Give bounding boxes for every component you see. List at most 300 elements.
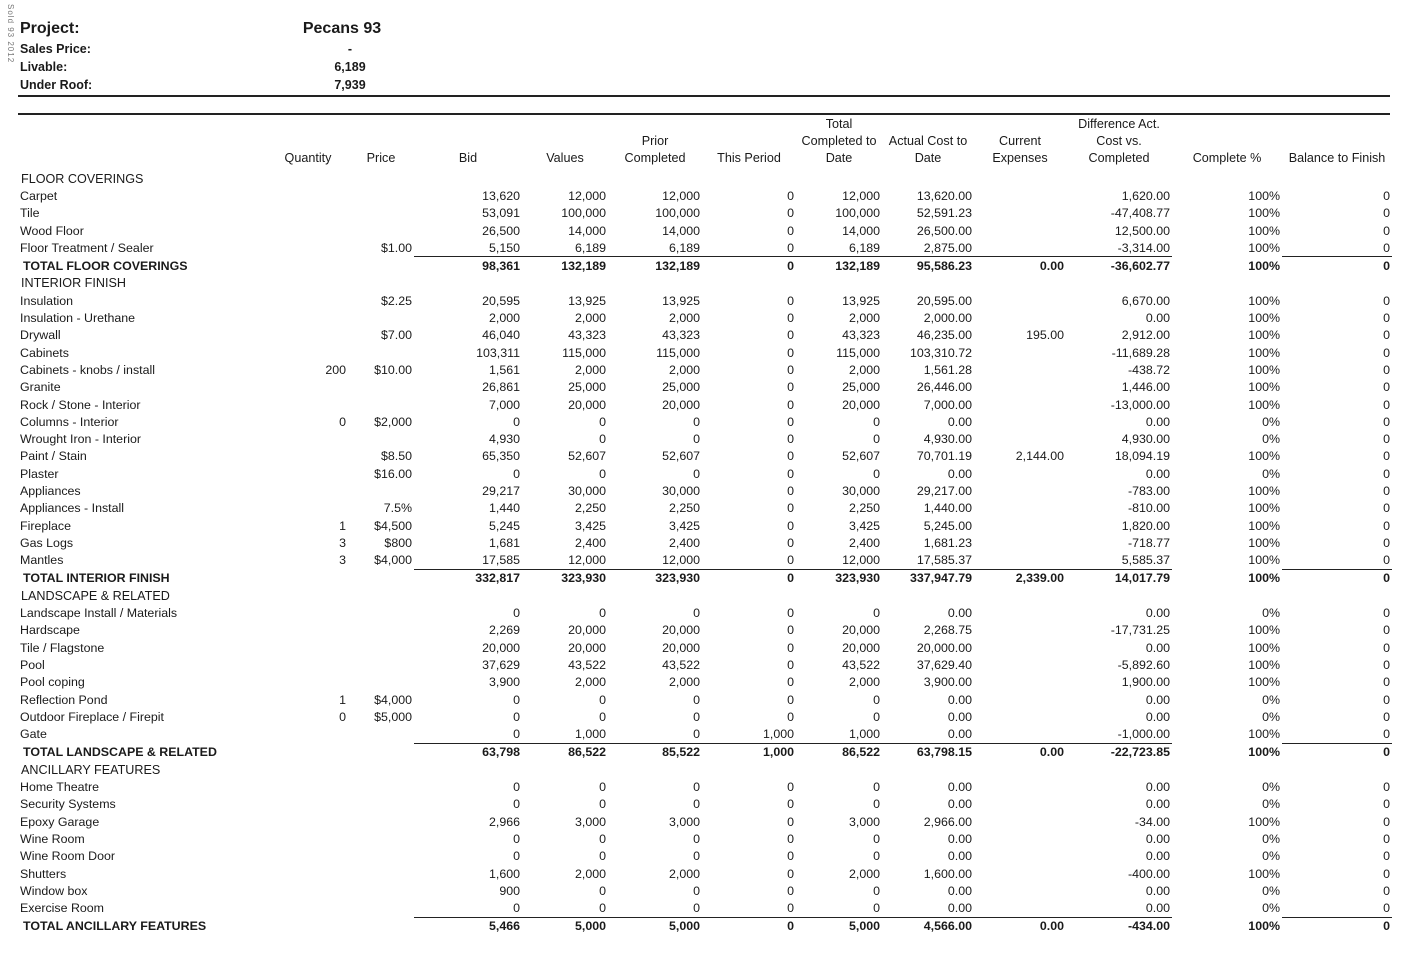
cell-values: 0 (599, 797, 606, 812)
cell-values: 13,925 (568, 293, 606, 308)
cell-price (348, 187, 414, 204)
cell-balance-to-finish: 0 (1383, 206, 1390, 221)
cell-balance-to-finish: 0 (1383, 831, 1390, 846)
cell-difference: -718.77 (1127, 535, 1170, 550)
table-row (18, 691, 1392, 708)
cell-prior-completed: 0 (608, 726, 702, 744)
cell-difference: -438.72 (1127, 362, 1170, 377)
cell-values: 52,607 (568, 449, 606, 464)
cell-values: 2,000 (574, 362, 606, 377)
cell-actual-cost: 1,681.23 (923, 535, 972, 550)
cell-bid: 17,585 (414, 552, 522, 570)
cell-prior-completed: 323,930 (608, 569, 702, 587)
cell-current-expenses (974, 778, 1066, 795)
cell-difference: 14,017.79 (1066, 569, 1172, 587)
cell-total-completed: 2,250 (848, 501, 880, 516)
cell-current-expenses (974, 205, 1066, 222)
cell-item: Insulation (20, 293, 74, 308)
cell-price (348, 830, 414, 847)
cell-bid: 65,350 (482, 449, 520, 464)
cell-complete-pct: 100% (1248, 397, 1280, 412)
col-header-quantity: Quantity (284, 151, 332, 165)
cell-item: Window box (20, 883, 88, 898)
cell-bid: 13,620 (482, 188, 520, 203)
cell-prior-completed: 0 (693, 709, 700, 724)
cell-total-completed: 0 (873, 883, 880, 898)
cell-actual-cost: 20,595.00 (916, 293, 972, 308)
project-row (20, 20, 420, 42)
cell-total-completed: 0 (873, 849, 880, 864)
cell-actual-cost: 0.00 (947, 883, 972, 898)
cell-current-expenses (974, 239, 1066, 257)
cell-prior-completed: 2,250 (668, 501, 700, 516)
cell-balance-to-finish: 0 (1383, 449, 1390, 464)
cell-prior-completed: 0 (693, 831, 700, 846)
cell-current-expenses (974, 517, 1066, 534)
section-title: ANCILLARY FEATURES (21, 762, 161, 777)
cell-complete-pct: 100% (1248, 449, 1280, 464)
cell-balance-to-finish: 0 (1383, 883, 1390, 898)
table-row (18, 430, 1392, 447)
cell-values: 20,000 (568, 640, 606, 655)
cell-prior-completed: 0 (693, 849, 700, 864)
cell-bid: 29,217 (482, 483, 520, 498)
table-row (18, 796, 1392, 813)
cell-difference: 0.00 (1145, 414, 1170, 429)
cell-this-period: 0 (787, 849, 794, 864)
cell-bid: 46,040 (482, 328, 520, 343)
cost-report-table (18, 116, 1392, 935)
cell-values: 2,000 (574, 675, 606, 690)
cell-complete-pct: 0% (1262, 606, 1280, 621)
col-header-actual-cost: Actual Cost to Date (888, 134, 968, 165)
cell-this-period: 0 (787, 831, 794, 846)
header-rule-bottom (18, 113, 1390, 115)
cell-values: 86,522 (522, 743, 608, 761)
cell-prior-completed: 0 (693, 466, 700, 481)
cell-difference: 0.00 (1145, 797, 1170, 812)
cell-item: Epoxy Garage (20, 814, 100, 829)
header-rule-top (18, 95, 1390, 97)
cell-this-period: 0 (702, 899, 796, 917)
cell-actual-cost: 1,561.28 (923, 362, 972, 377)
cell-quantity: 1 (339, 692, 346, 707)
cell-quantity (268, 187, 348, 204)
cell-total-completed: 86,522 (796, 743, 882, 761)
cell-price (348, 743, 414, 761)
cell-balance-to-finish: 0 (1282, 569, 1392, 587)
cell-balance-to-finish: 0 (1383, 311, 1390, 326)
cell-total-completed: 0 (873, 780, 880, 795)
cell-actual-cost: 4,930.00 (923, 432, 972, 447)
cell-prior-completed: 2,000 (668, 866, 700, 881)
cell-actual-cost: 2,875.00 (882, 239, 974, 257)
cell-quantity (268, 639, 348, 656)
cell-complete-pct: 100% (1248, 258, 1280, 273)
cell-quantity (268, 778, 348, 795)
cell-difference: 0.00 (1145, 311, 1170, 326)
cell-values: 115,000 (562, 345, 606, 360)
cell-actual-cost: 70,701.19 (916, 449, 972, 464)
cell-this-period: 0 (787, 449, 794, 464)
cell-balance-to-finish: 0 (1383, 414, 1390, 429)
cell-item: Home Theatre (20, 780, 99, 795)
cell-quantity (268, 309, 348, 326)
cell-values: 323,930 (522, 569, 608, 587)
cell-price: $4,000 (374, 692, 412, 707)
cell-bid: 98,361 (414, 257, 522, 275)
cell-this-period: 0 (787, 866, 794, 881)
cell-quantity (268, 344, 348, 361)
cell-bid: 1,561 (488, 362, 520, 377)
cell-values: 25,000 (568, 380, 606, 395)
cell-difference: 1,820.00 (1121, 518, 1170, 533)
cell-prior-completed: 3,425 (668, 518, 700, 533)
cell-total-completed: 2,000 (848, 866, 880, 881)
cell-current-expenses (974, 639, 1066, 656)
cell-quantity (268, 500, 348, 517)
cell-current-expenses (974, 344, 1066, 361)
col-header-difference: Difference Act. Cost vs. Completed (1078, 117, 1160, 165)
section-total-row (18, 743, 1392, 761)
under-roof-row (20, 78, 420, 96)
cell-bid: 7,000 (488, 397, 520, 412)
cell-current-expenses: 0.00 (974, 917, 1066, 935)
cell-quantity (268, 796, 348, 813)
cell-bid: 1,440 (488, 501, 520, 516)
cell-prior-completed: 6,189 (608, 239, 702, 257)
cell-quantity (268, 917, 348, 935)
cell-item: Reflection Pond (20, 692, 108, 707)
table-row (18, 865, 1392, 882)
cell-price: $7.00 (380, 328, 412, 343)
cell-difference: 2,912.00 (1121, 328, 1170, 343)
cell-current-expenses (974, 309, 1066, 326)
cell-values: 2,000 (574, 866, 606, 881)
cell-current-expenses (974, 604, 1066, 621)
cell-prior-completed: 0 (693, 606, 700, 621)
cell-complete-pct: 100% (1248, 311, 1280, 326)
cell-quantity (268, 848, 348, 865)
cell-prior-completed: 0 (693, 797, 700, 812)
cell-current-expenses (974, 413, 1066, 430)
cell-current-expenses (974, 656, 1066, 673)
cell-values: 30,000 (568, 483, 606, 498)
cell-prior-completed: 2,000 (668, 362, 700, 377)
cell-bid: 26,861 (482, 380, 520, 395)
cell-bid: 2,269 (488, 623, 520, 638)
cell-item: TOTAL LANDSCAPE & RELATED (23, 745, 217, 760)
cell-quantity (268, 865, 348, 882)
cell-difference: 6,670.00 (1121, 293, 1170, 308)
cell-current-expenses (974, 552, 1066, 570)
cell-price: 7.5% (383, 501, 412, 516)
cell-actual-cost: 0.00 (947, 466, 972, 481)
table-row (18, 639, 1392, 656)
cell-difference: -47,408.77 (1110, 206, 1170, 221)
cell-quantity: 200 (325, 362, 346, 377)
cell-complete-pct: 100% (1248, 553, 1280, 568)
cell-price (348, 622, 414, 639)
cell-current-expenses (974, 813, 1066, 830)
cell-total-completed: 30,000 (842, 483, 880, 498)
cell-quantity (268, 327, 348, 344)
cell-prior-completed: 20,000 (662, 640, 700, 655)
cell-complete-pct: 100% (1248, 206, 1280, 221)
cell-difference: 18,094.19 (1114, 449, 1170, 464)
cell-price (348, 396, 414, 413)
cell-this-period: 0 (787, 657, 794, 672)
cell-complete-pct: 0% (1262, 414, 1280, 429)
cell-actual-cost: 26,446.00 (916, 380, 972, 395)
cell-total-completed: 0 (873, 709, 880, 724)
cell-balance-to-finish: 0 (1383, 293, 1390, 308)
cell-values: 0 (599, 831, 606, 846)
cell-bid: 0 (414, 726, 522, 744)
cell-balance-to-finish: 0 (1383, 223, 1390, 238)
cell-difference: -36,602.77 (1066, 257, 1172, 275)
cell-bid: 0 (513, 692, 520, 707)
cell-values: 0 (599, 606, 606, 621)
table-row (18, 517, 1392, 534)
cell-total-completed: 43,522 (842, 657, 880, 672)
cell-actual-cost: 29,217.00 (916, 483, 972, 498)
cell-prior-completed: 43,522 (662, 657, 700, 672)
cell-price: $16.00 (374, 466, 412, 481)
cell-prior-completed: 0 (693, 692, 700, 707)
cell-current-expenses (974, 726, 1066, 744)
cell-values: 0 (599, 849, 606, 864)
cell-quantity (268, 448, 348, 465)
cell-difference: -783.00 (1127, 483, 1170, 498)
cell-balance-to-finish: 0 (1282, 257, 1392, 275)
table-row (18, 604, 1392, 621)
cell-item: Cabinets - knobs / install (20, 362, 155, 377)
cell-values: 0 (599, 466, 606, 481)
cell-values: 0 (599, 432, 606, 447)
cell-price (348, 569, 414, 587)
cell-prior-completed: 0 (693, 432, 700, 447)
cell-complete-pct: 100% (1248, 501, 1280, 516)
cell-bid: 0 (414, 899, 522, 917)
cell-item: Security Systems (20, 797, 116, 812)
cell-current-expenses: 0.00 (974, 257, 1066, 275)
cell-balance-to-finish: 0 (1383, 432, 1390, 447)
cell-prior-completed: 0 (608, 899, 702, 917)
cell-quantity (268, 292, 348, 309)
table-row (18, 674, 1392, 691)
cell-this-period: 0 (702, 917, 796, 935)
cell-total-completed: 2,000 (848, 311, 880, 326)
section-title: INTERIOR FINISH (21, 276, 126, 291)
cell-this-period: 1,000 (702, 743, 796, 761)
cell-complete-pct: 100% (1248, 223, 1280, 238)
cell-this-period: 1,000 (702, 726, 796, 744)
col-header-bid: Bid (458, 151, 478, 165)
cell-quantity (268, 222, 348, 239)
cell-bid: 0 (513, 466, 520, 481)
cell-prior-completed: 85,522 (608, 743, 702, 761)
cell-actual-cost: 63,798.15 (882, 743, 974, 761)
cell-this-period: 0 (787, 188, 794, 203)
cell-values: 14,000 (568, 223, 606, 238)
cell-this-period: 0 (787, 397, 794, 412)
table-row (18, 708, 1392, 725)
cell-actual-cost: 0.00 (947, 797, 972, 812)
side-stamp: Sold 93 2012 (6, 4, 15, 64)
livable-label: Livable: (20, 60, 68, 74)
cell-quantity: 1 (339, 518, 346, 533)
table-row (18, 848, 1392, 865)
cell-complete-pct: 0% (1262, 831, 1280, 846)
cell-quantity: 3 (339, 553, 346, 568)
cell-prior-completed: 132,189 (608, 257, 702, 275)
cell-bid: 53,091 (482, 206, 520, 221)
cell-total-completed: 12,000 (842, 188, 880, 203)
cell-this-period: 0 (787, 293, 794, 308)
cell-difference: 5,585.37 (1066, 552, 1172, 570)
cell-quantity (268, 656, 348, 673)
cell-this-period: 0 (787, 623, 794, 638)
cell-prior-completed: 0 (693, 780, 700, 795)
cell-item: Tile / Flagstone (20, 640, 105, 655)
cell-this-period: 0 (787, 709, 794, 724)
table-row (18, 882, 1392, 899)
col-header-current-expenses: Current Expenses (992, 134, 1048, 165)
under-roof-value: 7,939 (334, 78, 366, 92)
table-row (18, 292, 1392, 309)
cell-this-period: 0 (787, 223, 794, 238)
cell-values: 0 (522, 899, 608, 917)
cell-quantity (268, 482, 348, 499)
cell-this-period: 0 (702, 239, 796, 257)
project-header (20, 20, 420, 96)
cell-difference: 1,620.00 (1121, 188, 1170, 203)
cell-bid: 20,000 (482, 640, 520, 655)
cell-difference: -810.00 (1127, 501, 1170, 516)
cell-price (348, 917, 414, 935)
cell-total-completed: 323,930 (796, 569, 882, 587)
cell-bid: 0 (513, 849, 520, 864)
cell-item: Drywall (20, 328, 61, 343)
cell-item: Rock / Stone - Interior (20, 397, 141, 412)
table-row (18, 656, 1392, 673)
cell-actual-cost: 0.00 (947, 831, 972, 846)
cell-item: Fireplace (20, 518, 71, 533)
cell-price (348, 430, 414, 447)
cell-bid: 5,466 (414, 917, 522, 935)
cell-price (348, 639, 414, 656)
cell-difference: -3,314.00 (1066, 239, 1172, 257)
cell-bid: 3,900 (488, 675, 520, 690)
cell-values: 132,189 (522, 257, 608, 275)
cell-bid: 0 (513, 606, 520, 621)
project-label: Project: (20, 20, 80, 37)
cell-current-expenses (974, 396, 1066, 413)
cell-item: Insulation - Urethane (20, 311, 136, 326)
cell-difference: 12,500.00 (1114, 223, 1170, 238)
cell-price (348, 656, 414, 673)
cell-balance-to-finish: 0 (1383, 606, 1390, 621)
table-row (18, 899, 1392, 917)
cell-actual-cost: 0.00 (947, 709, 972, 724)
cell-bid: 0 (513, 414, 520, 429)
cell-price (348, 796, 414, 813)
cell-current-expenses (974, 899, 1066, 917)
cell-total-completed: 1,000 (796, 726, 882, 744)
cell-prior-completed: 13,925 (662, 293, 700, 308)
cell-price (348, 882, 414, 899)
cell-this-period: 0 (787, 606, 794, 621)
cell-values: 2,250 (574, 501, 606, 516)
under-roof-label: Under Roof: (20, 78, 93, 92)
col-header-balance-to-finish: Balance to Finish (1288, 151, 1386, 165)
table-row (18, 344, 1392, 361)
cell-values: 0 (599, 780, 606, 795)
cell-complete-pct: 100% (1248, 518, 1280, 533)
cell-prior-completed: 14,000 (662, 223, 700, 238)
cell-price (348, 344, 414, 361)
cell-actual-cost: 5,245.00 (923, 518, 972, 533)
cell-this-period: 0 (787, 328, 794, 343)
cell-actual-cost: 13,620.00 (916, 188, 972, 203)
cell-balance-to-finish: 0 (1383, 362, 1390, 377)
cell-difference: -434.00 (1066, 917, 1172, 935)
cell-values: 20,000 (568, 623, 606, 638)
cell-actual-cost: 0.00 (947, 692, 972, 707)
cell-quantity (268, 430, 348, 447)
cell-complete-pct: 0% (1262, 901, 1280, 916)
table-row (18, 830, 1392, 847)
cell-difference: -11,689.28 (1111, 345, 1170, 360)
cell-actual-cost: 4,566.00 (882, 917, 974, 935)
cell-price: $5,000 (374, 709, 412, 724)
cell-this-period: 0 (702, 552, 796, 570)
cell-price: $1.00 (380, 241, 412, 256)
cell-current-expenses (974, 430, 1066, 447)
cell-prior-completed: 3,000 (668, 814, 700, 829)
cell-complete-pct: 100% (1248, 675, 1280, 690)
cell-complete-pct: 100% (1248, 362, 1280, 377)
cell-price (348, 257, 414, 275)
cell-total-completed: 43,323 (842, 328, 880, 343)
cell-balance-to-finish: 0 (1383, 692, 1390, 707)
cell-total-completed: 14,000 (842, 223, 880, 238)
section-header-row (18, 275, 1392, 292)
cell-item: Paint / Stain (20, 449, 87, 464)
table-row (18, 726, 1392, 744)
cell-current-expenses: 2,144.00 (1015, 449, 1064, 464)
cell-price (348, 778, 414, 795)
cell-prior-completed: 5,000 (608, 917, 702, 935)
cell-total-completed: 2,400 (848, 535, 880, 550)
cell-total-completed: 25,000 (842, 380, 880, 395)
cell-actual-cost: 20,000.00 (916, 640, 972, 655)
cell-item: Gas Logs (20, 535, 74, 550)
cell-complete-pct: 100% (1248, 919, 1280, 934)
cell-current-expenses (974, 830, 1066, 847)
cell-bid: 26,500 (482, 223, 520, 238)
cell-price: $2,000 (374, 414, 412, 429)
cell-complete-pct: 100% (1248, 345, 1280, 360)
cell-this-period: 0 (787, 518, 794, 533)
cell-actual-cost: 7,000.00 (923, 397, 972, 412)
cell-complete-pct: 0% (1262, 432, 1280, 447)
cell-complete-pct: 100% (1248, 727, 1280, 742)
cell-total-completed: 20,000 (842, 623, 880, 638)
cell-total-completed: 0 (873, 797, 880, 812)
cell-item: Columns - Interior (20, 414, 119, 429)
